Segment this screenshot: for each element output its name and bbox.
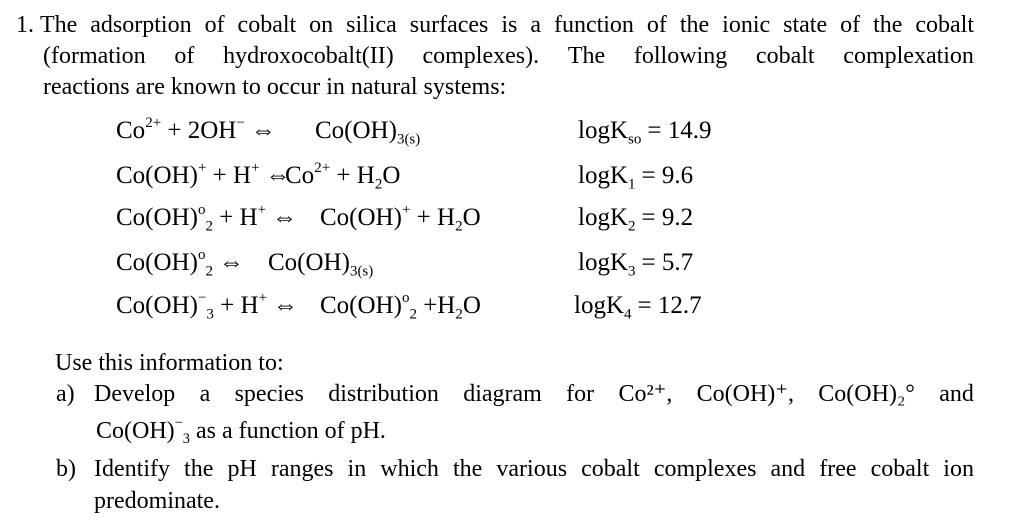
log-k-value: = 12.7 [637, 292, 702, 319]
species-cooh3-minus: $Co(OH)^-_3$ [96, 415, 190, 448]
log-k-value: = 9.6 [641, 162, 694, 189]
intro-line-1-word: of [204, 12, 225, 38]
intro-line-1-word: a [530, 12, 541, 38]
formula-superscript: + [197, 159, 207, 176]
item-a-line-1-word: for [566, 381, 595, 407]
item-b-line-1-word: the [453, 456, 483, 482]
item-b-line-1-word: ranges [270, 456, 334, 482]
equilibrium-arrow-icon: ⇔ [250, 117, 276, 144]
equilibrium-arrow-icon: ⇔ [272, 204, 298, 231]
formula-text: Co(OH) [116, 162, 198, 189]
intro-line-1-word: the [873, 12, 903, 38]
intro-line-2-word: hydroxocobalt(II) [223, 43, 394, 69]
log-k-value: = 9.2 [641, 204, 694, 231]
intro-line-1-word: of [840, 12, 861, 38]
item-b-line-1-word: ion [943, 456, 974, 482]
item-b-line-1-word: various [496, 456, 568, 482]
intro-line-2-word: following [633, 43, 728, 69]
equilibrium-constant [578, 249, 694, 280]
intro-line-1-word: surfaces [409, 12, 489, 38]
intro-line-1-word: cobalt [237, 12, 297, 38]
instructions-lead: Use this information to: [55, 350, 284, 376]
log-k-value: = 5.7 [641, 249, 694, 276]
formula-subscript: 2 [455, 306, 463, 323]
intro-line-1-word: The [40, 12, 78, 38]
formula-superscript: − [197, 289, 207, 306]
item-b-line-1-word: the [184, 456, 214, 482]
formula-superscript: 2+ [314, 159, 331, 176]
intro-line-2-word: cobalt [755, 43, 815, 69]
formula-subscript: 3(s) [349, 263, 374, 280]
equilibrium-arrow-icon: ⇔ [265, 162, 291, 189]
formula-text: + 2OH [161, 117, 237, 144]
reaction-reactants [116, 114, 282, 144]
intro-line-2-word: The [567, 43, 606, 69]
intro-line-1-word: state [783, 12, 828, 38]
formula-subscript: 2 [455, 218, 463, 235]
item-b-line-1 [94, 457, 974, 481]
intro-line-1-word: the [679, 12, 710, 38]
log-k-prefix: logK [578, 249, 628, 276]
item-b-line-1-word: in [347, 456, 367, 482]
log-k-subscript: 2 [628, 218, 636, 235]
item-a-line-1-word: Co(OH)⁺, [696, 381, 794, 407]
formula-text: + H [213, 292, 259, 319]
item-b-line-1-word: and [770, 456, 806, 482]
item-a-line-2: $Co(OH)^-_3$ as a function of pH. [96, 415, 386, 448]
formula-text: Co(OH) [320, 292, 402, 319]
formula-subscript: 3(s) [396, 131, 421, 148]
item-b-line-1-word: cobalt [581, 456, 640, 482]
intro-line-1-word: ionic [722, 12, 771, 38]
formula-subscript: 2 [205, 218, 213, 235]
intro-line-1-word: silica [346, 12, 397, 38]
log-k-subscript: 4 [624, 306, 632, 323]
formula-text: Co [116, 117, 146, 144]
equilibrium-constant [578, 117, 712, 148]
reaction-products [285, 159, 401, 193]
intro-line-2-word: complexation [843, 43, 974, 69]
item-b-line-1-word: complexes [653, 456, 757, 482]
formula-text: Co(OH) [116, 204, 198, 231]
formula-text: +H [416, 292, 456, 319]
intro-line-1-word: cobalt [915, 12, 974, 38]
reaction-reactants [116, 246, 250, 280]
equilibrium-arrow-icon: ⇔ [218, 249, 244, 276]
formula-superscript: + [258, 289, 268, 306]
item-a-line-1-word: Co(OH)₂° [818, 381, 915, 407]
log-k-subscript: so [628, 131, 642, 148]
reaction-products [320, 201, 481, 235]
log-k-subscript: 1 [628, 176, 636, 193]
equilibrium-arrow-icon: ⇔ [273, 292, 299, 319]
formula-text: Co(OH) [320, 204, 402, 231]
intro-line-1-word: function [553, 12, 634, 38]
formula-text: + H [330, 162, 375, 189]
formula-text: Co(OH) [268, 249, 350, 276]
reaction-reactants [116, 159, 297, 189]
formula-subscript: 3 [206, 306, 214, 323]
reaction-products [268, 249, 374, 280]
intro-line-1 [40, 13, 974, 37]
formula-superscript: + [401, 201, 411, 218]
equilibrium-constant [578, 162, 694, 193]
formula-subscript: 2 [205, 263, 213, 280]
formula-superscript: 2+ [145, 114, 162, 131]
intro-line-2 [43, 44, 974, 68]
item-b-label: b) [56, 456, 76, 482]
item-a-line-1 [94, 382, 974, 406]
log-k-value: = 14.9 [647, 117, 712, 144]
log-k-prefix: logK [578, 162, 628, 189]
item-b-line-1-word: Identify [94, 456, 170, 482]
reaction-products [315, 117, 421, 148]
item-b-line-1-word: pH [227, 456, 257, 482]
intro-line-2-word: complexes). [422, 43, 540, 69]
reaction-products [320, 289, 481, 323]
formula-text: Co(OH) [116, 249, 198, 276]
item-a-line-1-word: Develop [94, 381, 176, 407]
intro-line-1-word: is [501, 12, 518, 38]
item-a-line-1-word: diagram [463, 381, 542, 407]
formula-superscript: + [251, 159, 260, 176]
log-k-prefix: logK [578, 204, 628, 231]
formula-text: Co(OH) [315, 117, 397, 144]
formula-superscript: + [257, 201, 267, 218]
item-a-label: a) [56, 381, 75, 407]
log-k-prefix: logK [578, 117, 628, 144]
formula-superscript: o [197, 201, 206, 218]
intro-line-1-word: of [646, 12, 667, 38]
formula-text: O [382, 162, 401, 189]
formula-text: + H [410, 204, 456, 231]
formula-text: + H [206, 162, 252, 189]
item-a-line-1-word: distribution [328, 381, 439, 407]
problem-number: 1. [16, 12, 34, 38]
intro-line-2-word: (formation [43, 43, 146, 69]
intro-line-1-word: on [309, 12, 334, 38]
item-b-line-2: predominate. [94, 488, 220, 514]
item-a-line-1-word: a [199, 381, 211, 407]
equilibrium-constant [574, 292, 702, 323]
formula-subscript: 2 [374, 176, 383, 193]
item-a-line-1-word: Co²⁺, [618, 381, 673, 407]
item-a-line-1-word: species [234, 381, 304, 407]
formula-text: + H [212, 204, 258, 231]
intro-line-2-word: of [174, 43, 195, 69]
item-b-line-1-word: cobalt [870, 456, 930, 482]
formula-superscript: o [401, 289, 410, 306]
formula-superscript: o [197, 246, 206, 263]
formula-text: Co(OH) [116, 292, 198, 319]
formula-subscript: 2 [409, 306, 417, 323]
log-k-prefix: logK [574, 292, 624, 319]
formula-text: Co [285, 162, 315, 189]
log-k-subscript: 3 [628, 263, 636, 280]
equilibrium-constant [578, 204, 694, 235]
formula-text: O [462, 204, 481, 231]
reaction-reactants [116, 289, 304, 323]
formula-text: O [462, 292, 481, 319]
intro-line-1-word: adsorption [90, 12, 192, 38]
formula-superscript: − [236, 114, 245, 131]
intro-line-3: reactions are known to occur in natural systems: [43, 74, 507, 100]
reaction-reactants [116, 201, 303, 235]
item-b-line-1-word: free [819, 456, 857, 482]
item-a-line-1-word: and [939, 381, 974, 407]
item-b-line-1-word: which [380, 456, 439, 482]
